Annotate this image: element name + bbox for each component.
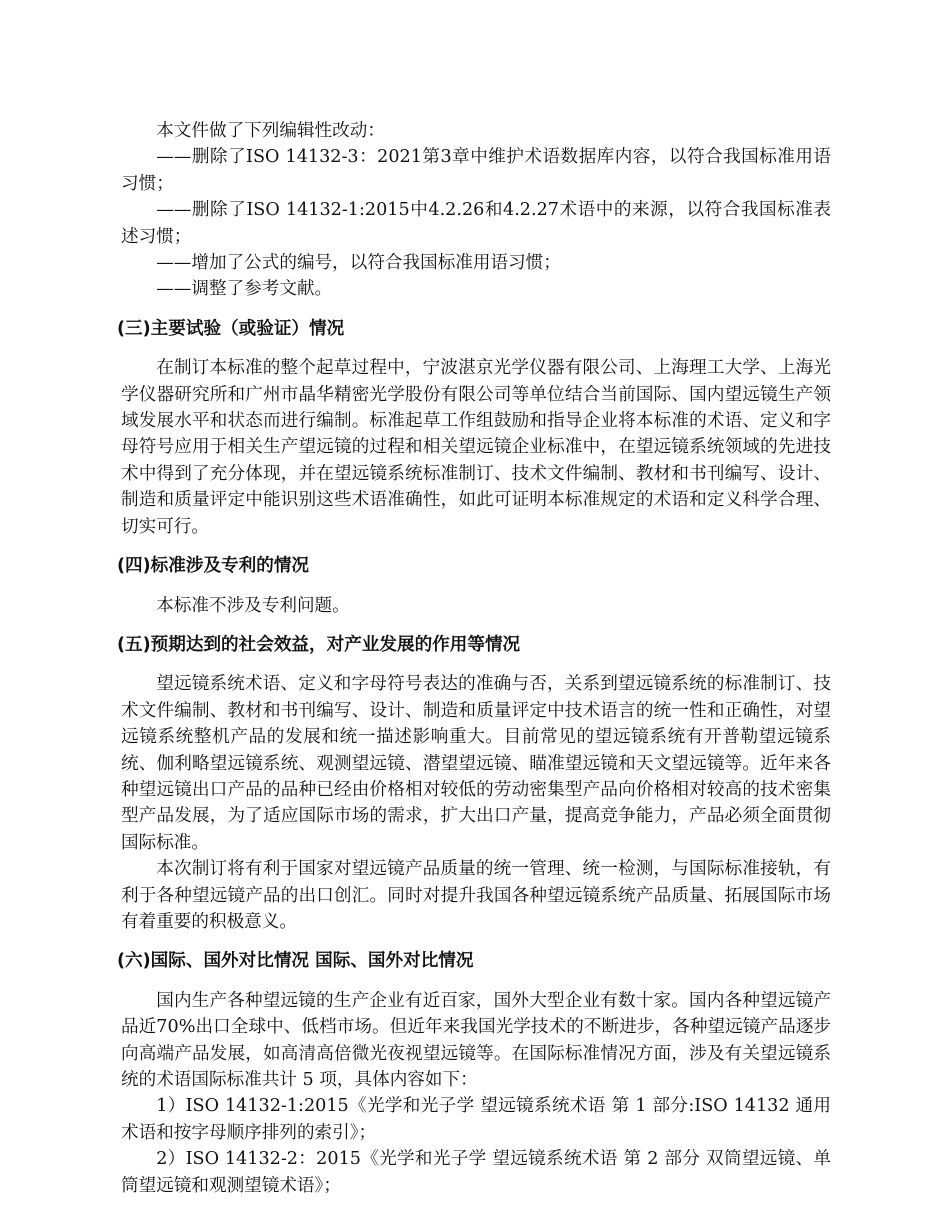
section-paragraph: 国内生产各种望远镜的生产企业有近百家，国外大型企业有数十家。国内各种望远镜产品近70%出口全球中、低档市场。但近年来我国光学技术的不断进步，各种望远镜产品逐步向高端产品发展，如高清高倍微光夜视望远镜等。在国际标准情况方面，涉及有关望远镜系统的术语国际标准共计 5 项，具体内容如下： [121, 990, 831, 1090]
section-paragraph: 望远镜系统术语、定义和字母符号表达的准确与否，关系到望远镜系统的标准制订、技术文件编制、教材和书刊编写、设计、制造和质量评定中技术语言的统一性和正确性，对望远镜系统整机产品的发展和统一描述影响重大。目前常见的望远镜系统有开普勒望远镜系统、伽利略望远镜系统、观测望远镜、潜望望远镜、瞄准望远镜和天文望远镜等。近年来各种望远镜出口产品的品种已经由价格相对较低的劳动密集型产品向价格相对较高的技术密集型产品发展，为了适应国际市场的需求，扩大出口产量，提高竞争能力，产品必须全面贯彻国际标准。 [121, 674, 831, 853]
list-item: 2）ISO 14132-2：2015《光学和光子学 望远镜系统术语 第 2 部分 双筒望远镜、单筒望远镜和观测望镜术语》； [121, 1149, 831, 1196]
list-item: 1）ISO 14132-1:2015《光学和光子学 望远镜系统术语 第 1 部分:ISO 14132 通用术语和按字母顺序排列的索引》； [121, 1096, 831, 1143]
document-page [117, 118, 831, 1199]
section-heading: (四)标准涉及专利的情况 [117, 556, 310, 577]
change-item: ——删除了ISO 14132-1:2015中4.2.26和4.2.27术语中的来源，以符合我国标准表述习惯； [121, 200, 831, 247]
section-heading: (三)主要试验（或验证）情况 [117, 318, 345, 339]
section-paragraph: 在制订本标准的整个起草过程中，宁波湛京光学仪器有限公司、上海理工大学、上海光学仪器研究所和广州市晶华精密光学股份有限公司等单位结合当前国际、国内望远镜生产领域发展水平和状态而进行编制。标准起草工作组鼓励和指导企业将本标准的术语、定义和字母符号应用于相关生产望远镜的过程和相关望远镜企业标准中，在望远镜系统领域的先进技术中得到了充分体现，并在望远镜系统标准制订、技术文件编制、教材和书刊编写、设计、制造和质量评定中能识别这些术语准确性，如此可证明本标准规定的术语和定义科学合理、切实可行。 [121, 358, 831, 537]
section-heading: (六)国际、国外对比情况 国际、国外对比情况 [117, 951, 474, 972]
section-heading: (五)预期达到的社会效益，对产业发展的作用等情况 [117, 634, 521, 655]
intro-lead: 本文件做了下列编辑性改动： [156, 121, 385, 141]
change-item: ——增加了公式的编号，以符合我国标准用语习惯； [156, 253, 561, 274]
section-paragraph: 本次制订将有利于国家对望远镜产品质量的统一管理、统一检测，与国际标准接轨，有利于各种望远镜产品的出口创汇。同时对提升我国各种望远镜系统产品质量、拓展国际市场有着重要的积极意义。 [121, 859, 831, 932]
change-item: ——删除了ISO 14132-3：2021第3章中维护术语数据库内容，以符合我国标准用语习惯； [121, 147, 831, 194]
change-item: ——调整了参考文献。 [156, 279, 333, 300]
section-paragraph: 本标准不涉及专利问题。 [156, 595, 350, 616]
